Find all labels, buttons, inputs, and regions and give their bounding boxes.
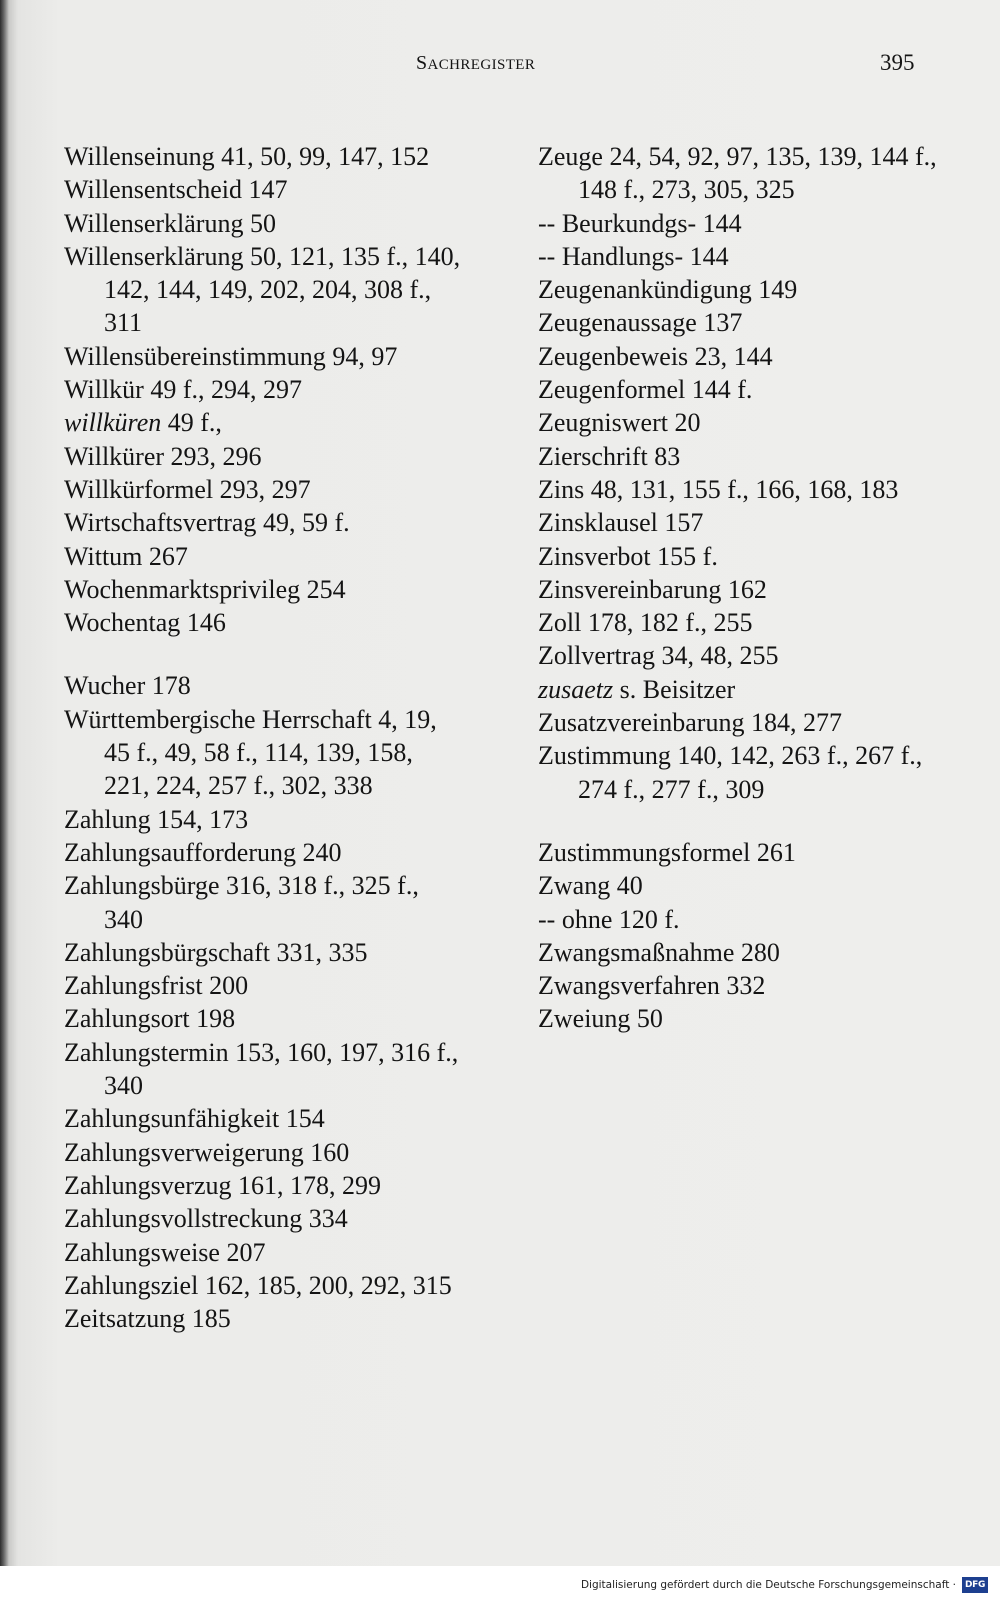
index-entry bbox=[538, 240, 938, 273]
index-entry bbox=[64, 240, 464, 340]
index-page-refs: 155 f. bbox=[657, 541, 718, 571]
index-term: Württembergische Herrschaft bbox=[64, 704, 372, 734]
index-page-refs: 267 bbox=[148, 541, 188, 571]
index-page-refs: 50 bbox=[249, 208, 276, 238]
index-page-refs: 41, 50, 99, 147, 152 bbox=[221, 142, 430, 171]
index-page-refs: 178, 182 f., 255 bbox=[587, 608, 753, 638]
index-page-refs: 334 bbox=[308, 1204, 348, 1234]
index-page-refs: 49, 59 f. bbox=[262, 508, 350, 538]
index-entry bbox=[538, 506, 938, 539]
index-entry bbox=[64, 1036, 464, 1103]
index-term: Zinsklausel bbox=[538, 508, 658, 538]
index-term: -- ohne bbox=[538, 904, 613, 934]
index-term: Zahlungsunfähigkeit bbox=[64, 1104, 280, 1134]
index-page-refs: 160 bbox=[310, 1137, 350, 1167]
index-term: Zeugenaussage bbox=[538, 308, 697, 338]
index-page-refs: 49 f., bbox=[167, 408, 222, 438]
index-term: Willkürer bbox=[64, 441, 165, 471]
index-term: Zwangsmaßnahme bbox=[538, 937, 735, 967]
index-page-refs: 240 bbox=[302, 837, 342, 867]
index-page-refs: 184, 277 bbox=[750, 708, 842, 738]
index-entry bbox=[538, 273, 938, 306]
index-term: Zoll bbox=[538, 608, 582, 638]
index-entry bbox=[538, 373, 938, 406]
index-entry bbox=[64, 207, 464, 240]
index-entry bbox=[64, 506, 464, 539]
index-page-refs: 154, 173 bbox=[157, 804, 249, 834]
index-page-refs: 162, 185, 200, 292, 315 bbox=[204, 1270, 452, 1300]
index-entry bbox=[538, 639, 938, 672]
index-term: Wirtschaftsvertrag bbox=[64, 508, 257, 538]
index-entry bbox=[538, 473, 938, 506]
index-page-refs: 49 f., 294, 297 bbox=[150, 375, 302, 405]
index-page-refs: 50, 121, 135 f., 140, 142, 144, 149, 202, 204, 308 f., 311 bbox=[104, 241, 461, 338]
index-term: Zeugenformel bbox=[538, 375, 686, 405]
index-term: Zahlungsort bbox=[64, 1004, 190, 1034]
index-page-refs: 161, 178, 299 bbox=[238, 1170, 382, 1200]
index-term: Willensentscheid bbox=[64, 175, 243, 205]
index-entry bbox=[538, 836, 938, 869]
page-number: 395 bbox=[880, 50, 915, 75]
index-page-refs: 254 bbox=[306, 574, 346, 604]
index-term: Zahlungsverzug bbox=[64, 1170, 232, 1200]
index-term: Zahlung bbox=[64, 804, 151, 834]
index-entry bbox=[64, 1002, 464, 1035]
index-term: Zahlungsverweigerung bbox=[64, 1137, 304, 1167]
index-page-refs: 162 bbox=[727, 574, 767, 604]
index-page-refs: 144 bbox=[702, 208, 742, 238]
index-entry bbox=[64, 803, 464, 836]
index-term: Zahlungsziel bbox=[64, 1270, 199, 1300]
index-entry bbox=[64, 703, 464, 803]
running-head bbox=[416, 52, 535, 75]
index-page-refs: 293, 296 bbox=[170, 441, 262, 471]
index-entry bbox=[538, 306, 938, 339]
index-term: -- Beurkundgs- bbox=[538, 208, 697, 238]
index-entry bbox=[64, 936, 464, 969]
index-term: Zeitsatzung bbox=[64, 1304, 186, 1334]
index-term: Zeugenankündigung bbox=[538, 275, 752, 305]
index-page-refs: 153, 160, 197, 316 f., 340 bbox=[104, 1037, 459, 1101]
index-term: Willenserklärung bbox=[64, 241, 244, 271]
index-entry bbox=[64, 406, 464, 439]
index-term: Zweiung bbox=[538, 1004, 631, 1034]
funding-credit: Digitalisierung gefördert durch die Deutsche Forschungsgemeinschaft · bbox=[580, 1579, 956, 1591]
index-entry bbox=[538, 936, 938, 969]
index-page-refs: s. Beisitzer bbox=[619, 674, 736, 704]
index-term: Zahlungsbürgschaft bbox=[64, 937, 271, 967]
index-page-refs: 147 bbox=[248, 175, 288, 205]
index-page-refs: 140, 142, 263 f., 267 f., 274 f., 277 f., 309 bbox=[578, 741, 923, 804]
index-entry bbox=[64, 573, 464, 606]
index-entry bbox=[64, 969, 464, 1002]
index-entry bbox=[64, 1136, 464, 1169]
running-head-rest: ACHREGISTER bbox=[427, 57, 536, 73]
index-entry bbox=[64, 540, 464, 573]
index-entry bbox=[64, 373, 464, 406]
index-page-refs: 316, 318 f., 325 f., 340 bbox=[104, 871, 419, 934]
index-page-refs: 332 bbox=[726, 971, 766, 1001]
index-term: Willensübereinstimmung bbox=[64, 341, 326, 371]
index-term: Zierschrift bbox=[538, 441, 648, 471]
index-entry bbox=[64, 173, 464, 206]
index-term: Wucher bbox=[64, 671, 146, 701]
index-term: Zahlungsaufforderung bbox=[64, 837, 297, 867]
index-entry bbox=[538, 340, 938, 373]
index-term: Zahlungsfrist bbox=[64, 971, 203, 1001]
index-term: Zeuge bbox=[538, 142, 603, 171]
index-term: Zinsverbot bbox=[538, 541, 651, 571]
index-page-refs: 24, 54, 92, 97, 135, 139, 144 f., 148 f., 273, 305, 325 bbox=[578, 142, 937, 205]
index-term: Zahlungsbürge bbox=[64, 871, 220, 901]
index-entry bbox=[538, 540, 938, 573]
index-term: zusaetz bbox=[538, 674, 614, 704]
index-term: Willenserklärung bbox=[64, 208, 244, 238]
index-term: Willenseinung bbox=[64, 142, 215, 171]
index-entry bbox=[538, 207, 938, 240]
index-entry bbox=[538, 140, 938, 207]
index-term: Zollvertrag bbox=[538, 641, 655, 671]
index-entry bbox=[64, 869, 464, 936]
index-term: Wochenmarktsprivileg bbox=[64, 574, 301, 604]
index-entry bbox=[538, 1002, 938, 1035]
index-term: willküren bbox=[64, 408, 162, 438]
index-page-refs: 200 bbox=[209, 971, 249, 1001]
index-entry bbox=[538, 706, 938, 739]
index-entry bbox=[64, 473, 464, 506]
index-page-refs: 20 bbox=[674, 408, 701, 438]
index-entry bbox=[64, 669, 464, 702]
index-column-right bbox=[538, 140, 938, 1036]
index-page-refs: 280 bbox=[740, 937, 780, 967]
index-term: Zahlungsvollstreckung bbox=[64, 1204, 303, 1234]
index-page-refs: 48, 131, 155 f., 166, 168, 183 bbox=[590, 474, 899, 504]
index-entry bbox=[538, 739, 938, 806]
index-term: Willkürformel bbox=[64, 474, 214, 504]
index-entry bbox=[64, 1269, 464, 1302]
index-page-refs: 154 bbox=[285, 1104, 325, 1134]
index-entry bbox=[538, 673, 938, 706]
index-page-refs: 94, 97 bbox=[332, 341, 398, 371]
index-column-left bbox=[64, 140, 464, 1335]
index-page-refs: 23, 144 bbox=[694, 341, 773, 371]
index-entry bbox=[64, 1102, 464, 1135]
index-page-refs: 261 bbox=[756, 837, 796, 867]
index-page-refs: 178 bbox=[151, 671, 191, 701]
index-term: Zahlungsweise bbox=[64, 1237, 220, 1267]
index-page-refs: 83 bbox=[654, 441, 681, 471]
index-page-refs: 207 bbox=[226, 1237, 266, 1267]
index-page-refs: 144 f. bbox=[691, 375, 753, 405]
index-term: Zustimmung bbox=[538, 741, 671, 771]
index-term: Zwang bbox=[538, 871, 611, 901]
index-page-refs: 120 f. bbox=[618, 904, 680, 934]
index-page-refs: 40 bbox=[616, 871, 643, 901]
index-entry bbox=[64, 1169, 464, 1202]
index-term: Zustimmungsformel bbox=[538, 837, 751, 867]
index-entry bbox=[64, 1302, 464, 1335]
index-entry bbox=[64, 1202, 464, 1235]
index-entry bbox=[64, 340, 464, 373]
index-page-refs: 157 bbox=[664, 508, 704, 538]
index-page-refs: 185 bbox=[191, 1304, 231, 1334]
footer-bar bbox=[0, 1566, 1000, 1604]
index-entry bbox=[538, 869, 938, 902]
index-entry bbox=[538, 903, 938, 936]
index-page-refs: 144 bbox=[689, 241, 729, 271]
index-term: Zusatzvereinbarung bbox=[538, 708, 745, 738]
index-term: -- Handlungs- bbox=[538, 241, 684, 271]
index-entry bbox=[538, 969, 938, 1002]
index-entry bbox=[64, 606, 464, 639]
index-term: Wochentag bbox=[64, 608, 181, 638]
index-entry bbox=[64, 440, 464, 473]
running-head-initial: S bbox=[416, 52, 428, 74]
index-page-refs: 146 bbox=[186, 608, 226, 638]
index-entry bbox=[538, 573, 938, 606]
index-term: Zeugniswert bbox=[538, 408, 668, 438]
index-page-refs: 149 bbox=[758, 275, 798, 305]
index-page-refs: 293, 297 bbox=[219, 474, 311, 504]
index-page-refs: 50 bbox=[636, 1004, 663, 1034]
index-entry bbox=[538, 440, 938, 473]
index-entry bbox=[64, 1236, 464, 1269]
index-page-refs: 137 bbox=[703, 308, 743, 338]
index-entry bbox=[538, 606, 938, 639]
index-page-refs: 331, 335 bbox=[276, 937, 368, 967]
index-entry bbox=[64, 836, 464, 869]
index-entry bbox=[538, 406, 938, 439]
index-term: Zeugenbeweis bbox=[538, 341, 689, 371]
dfg-logo: DFG bbox=[962, 1577, 988, 1593]
index-term: Zinsvereinbarung bbox=[538, 574, 722, 604]
index-term: Zahlungstermin bbox=[64, 1037, 229, 1067]
index-page-refs: 4, 19, 45 f., 49, 58 f., 114, 139, 158, 221, 224, 257 f., 302, 338 bbox=[104, 704, 437, 801]
index-entry bbox=[64, 140, 464, 173]
index-term: Zins bbox=[538, 474, 585, 504]
index-page-refs: 198 bbox=[196, 1004, 236, 1034]
index-page-refs: 34, 48, 255 bbox=[661, 641, 779, 671]
index-term: Willkür bbox=[64, 375, 144, 405]
index-term: Wittum bbox=[64, 541, 143, 571]
index-term: Zwangsverfahren bbox=[538, 971, 720, 1001]
